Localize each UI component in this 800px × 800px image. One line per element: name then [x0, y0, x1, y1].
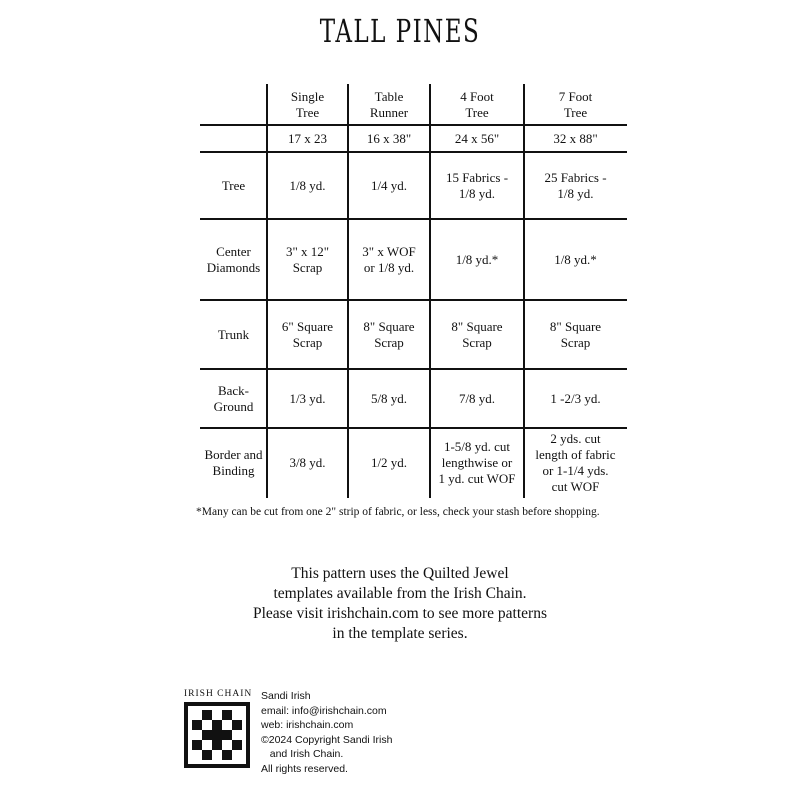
- table-cell: 15 Fabrics - 1/8 yd.: [445, 169, 509, 201]
- info-line: in the template series.: [332, 625, 468, 642]
- table-header-cell: 7 Foot Tree: [558, 88, 593, 120]
- table-row-label: Tree: [221, 177, 246, 193]
- table-cell: 25 Fabrics - 1/8 yd.: [544, 169, 607, 201]
- contact-line: All rights reserved.: [261, 762, 348, 775]
- table-header-cell: Single Tree: [290, 88, 325, 120]
- table-cell: 3" x WOF or 1/8 yd.: [362, 243, 416, 275]
- contact-line: email: info@irishchain.com: [261, 704, 387, 717]
- table-row-label: Back- Ground: [213, 382, 254, 414]
- table-header-cell: 4 Foot Tree: [460, 88, 494, 120]
- table-cell: 1/3 yd.: [289, 390, 326, 406]
- contact-line: Sandi Irish: [261, 690, 311, 702]
- page-title: TALL PINES: [319, 12, 481, 50]
- irish-chain-logo-icon: [184, 702, 250, 768]
- table-cell: 1/2 yd.: [370, 455, 408, 470]
- table-cell: 2 yds. cut length of fabric or 1-1/4 yds. cut WOF: [535, 431, 616, 494]
- table-cell: 17 x 23: [288, 130, 327, 146]
- info-line: templates available from the Irish Chain.: [273, 585, 527, 602]
- table-row-label: [200, 125, 267, 152]
- table-cell: 1-5/8 yd. cut lengthwise or 1 yd. cut WOF: [438, 439, 516, 486]
- table-cell: 24 x 56": [454, 130, 500, 146]
- table-cell: 1/8 yd.*: [455, 251, 499, 267]
- contact-line: ©2024 Copyright Sandi Irish: [261, 733, 393, 746]
- footnote: *Many can be cut from one 2" strip of fabric, or less, check your stash before shopping.: [196, 506, 600, 518]
- table-cell: 8" Square Scrap: [549, 318, 602, 350]
- table-cell: 1/8 yd.*: [554, 251, 597, 267]
- table-cell: 8" Square Scrap: [451, 318, 503, 350]
- table-cell: 1 -2/3 yd.: [550, 390, 601, 406]
- info-line: Please visit irishchain.com to see more patterns: [253, 605, 547, 622]
- table-cell: 1/8 yd.: [289, 177, 326, 193]
- table-cell: 1/4 yd.: [370, 177, 408, 193]
- table-cell: 6" Square Scrap: [281, 318, 334, 350]
- table-cell: 5/8 yd.: [370, 390, 408, 406]
- table-cell: 16 x 38": [366, 130, 412, 146]
- table-row-label: Center Diamonds: [206, 243, 261, 275]
- table-cell: 7/8 yd.: [458, 390, 496, 406]
- table-cell: 8" Square Scrap: [363, 318, 415, 350]
- table-row-label: Trunk: [217, 326, 250, 342]
- table-cell: 3/8 yd.: [289, 455, 326, 470]
- contact-line: web: irishchain.com: [261, 719, 354, 732]
- table-cell: 3" x 12" Scrap: [285, 243, 330, 275]
- table-row-label: Border and Binding: [204, 447, 263, 478]
- table-cell: 32 x 88": [553, 130, 598, 146]
- contact-block: [261, 689, 392, 777]
- table-header-cell: [200, 84, 267, 125]
- table-header-cell: Table Runner: [369, 88, 409, 120]
- contact-line: and Irish Chain.: [261, 748, 344, 761]
- info-paragraph: [0, 564, 800, 644]
- logo-label: IRISH CHAIN: [184, 689, 253, 699]
- info-line: This pattern uses the Quilted Jewel: [291, 565, 509, 582]
